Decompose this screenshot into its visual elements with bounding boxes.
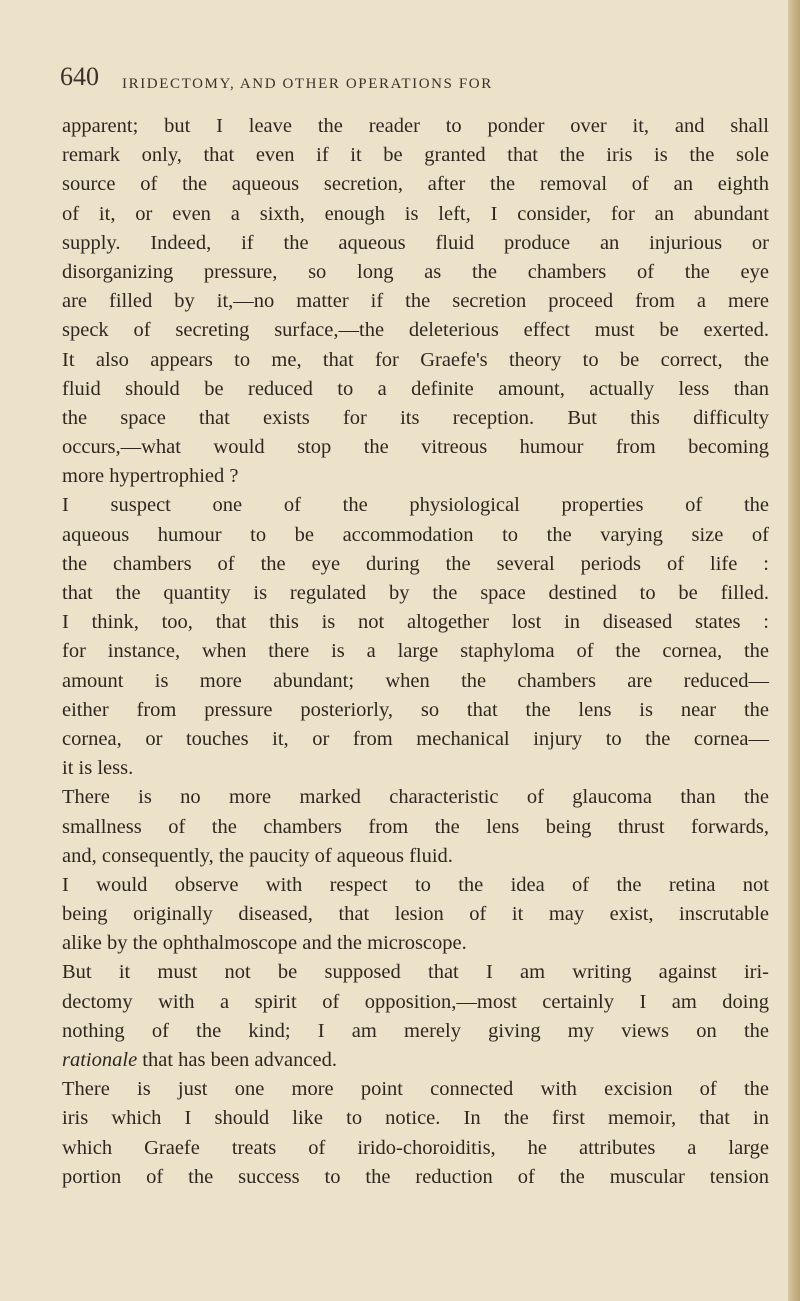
text-line: But it must not be supposed that I am writing against iri- — [62, 961, 769, 984]
text-fragment: that has been advanced. — [137, 1049, 337, 1071]
page-header — [60, 62, 760, 102]
text-line: speck of secreting surface,—the deleterious effect must be exerted. — [62, 319, 769, 342]
text-line: disorganizing pressure, so long as the chambers of the eye — [62, 260, 769, 283]
text-line: being originally diseased, that lesion of it may exist, inscrutable — [62, 903, 769, 926]
text-line: aqueous humour to be accommodation to the varying size of — [62, 523, 769, 546]
text-line: There is no more marked characteristic of glaucoma than the — [62, 786, 769, 809]
text-line: remark only, that even if it be granted that the iris is the sole — [62, 144, 769, 167]
text-line: apparent; but I leave the reader to ponder over it, and shall — [62, 115, 769, 137]
text-line: portion of the success to the reduction of the muscular tension — [62, 1165, 769, 1188]
running-head: IRIDECTOMY, AND OTHER OPERATIONS FOR — [122, 76, 493, 92]
text-line — [62, 1046, 769, 1075]
text-line: There is just one more point connected with excision of the — [62, 1078, 769, 1101]
text-line: that the quantity is regulated by the space destined to be filled. — [62, 582, 769, 604]
body-text — [62, 112, 769, 1192]
text-line: of it, or even a sixth, enough is left, I consider, for an abundant — [62, 202, 769, 225]
text-line: iris which I should like to notice. In the first memoir, that in — [62, 1107, 769, 1130]
text-line: are filled by it,—no matter if the secretion proceed from a mere — [62, 290, 769, 313]
text-line: alike by the ophthalmoscope and the microscope. — [62, 932, 467, 955]
text-line: nothing of the kind; I am merely giving my views on the — [62, 1019, 769, 1042]
text-line: source of the aqueous secretion, after the removal of an eighth — [62, 173, 769, 196]
text-line: I think, too, that this is not altogether lost in diseased states : — [62, 611, 769, 634]
text-line: it is less. — [62, 757, 134, 780]
text-line: I would observe with respect to the idea of the retina not — [62, 873, 769, 896]
text-line: more hypertrophied ? — [62, 465, 239, 488]
italic-term: rationale — [62, 1049, 138, 1071]
text-line: I suspect one of the physiological properties of the — [62, 494, 769, 517]
text-line: It also appears to me, that for Graefe's theory to be correct, the — [62, 348, 769, 371]
text-line: for instance, when there is a large staphyloma of the cornea, the — [62, 640, 769, 663]
text-line: occurs,—what would stop the vitreous humour from becoming — [62, 436, 769, 459]
text-line: the chambers of the eye during the several periods of life : — [62, 552, 769, 575]
page-number: 640 — [60, 62, 99, 91]
text-line: either from pressure posteriorly, so that the lens is near the — [62, 698, 769, 721]
text-line: dectomy with a spirit of opposition,—most certainly I am doing — [62, 990, 769, 1013]
text-line: cornea, or touches it, or from mechanical injury to the cornea— — [62, 727, 769, 750]
text-line: smallness of the chambers from the lens being thrust forwards, — [62, 815, 769, 838]
text-line: fluid should be reduced to a definite amount, actually less than — [62, 377, 769, 400]
text-line: which Graefe treats of irido-choroiditis, he attributes a large — [62, 1136, 769, 1159]
text-line: amount is more abundant; when the chambers are reduced— — [62, 669, 769, 692]
text-line: and, consequently, the paucity of aqueous fluid. — [62, 844, 453, 867]
page-edge — [788, 0, 800, 1301]
text-line: supply. Indeed, if the aqueous fluid produce an injurious or — [62, 231, 769, 254]
text-line: the space that exists for its reception. But this difficulty — [62, 406, 769, 429]
